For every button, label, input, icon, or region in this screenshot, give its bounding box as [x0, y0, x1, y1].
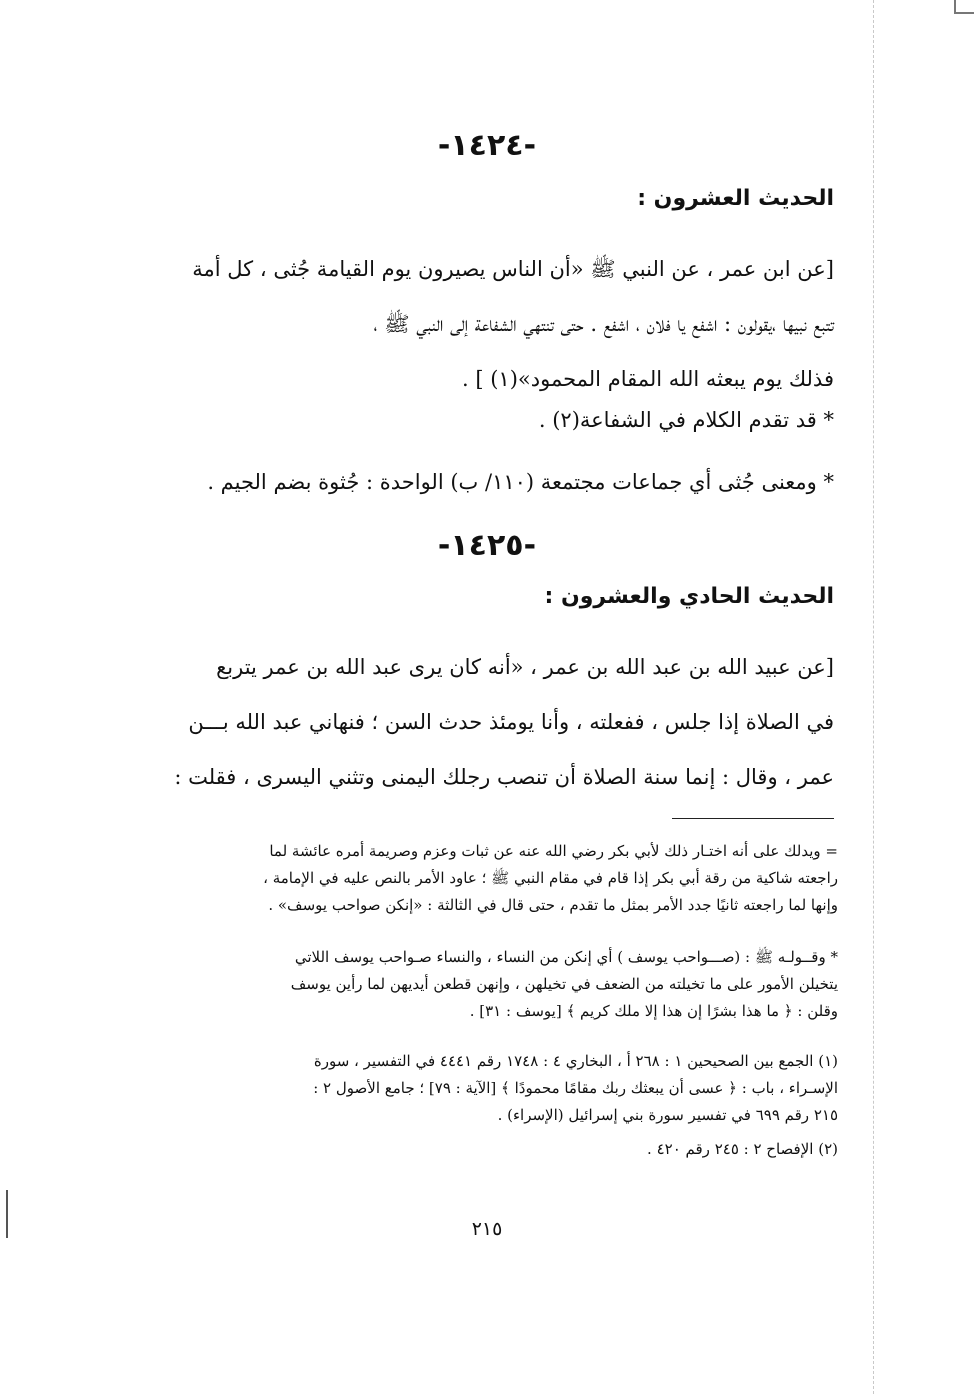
body-line: [عن ابن عمر ، عن النبي ﷺ «أن الناس يصيرون يوم القيامة جُثى ، كل أمة [192, 257, 834, 281]
footnote-line: الإسـراء ، باب : ﴿ عسى أن يبعثك ربك مقامًا محمودًا ﴾ [الآية : ٧٩] ؛ جامع الأصول ٢ : [313, 1079, 838, 1097]
body-line: تتبع نبيها ،يقولون : اشفع يا فلان ، اشفع . حتى تنتهي الشفاعة إلى النبي ﷺ ، [373, 312, 834, 336]
body-line: عمر ، وقال : إنما سنة الصلاة أن تنصب رجلك اليمنى وتثني اليسرى ، فقلت : [174, 765, 834, 789]
hadith-title-1425 [118, 584, 834, 609]
body-line: في الصلاة إذا جلس ، ففعلته ، وأنا يومئذ حدث السن ؛ فنهاني عبد الله بـــن [188, 710, 834, 734]
footnote-line: (١) الجمع بين الصحيحين ١ : ٢٦٨ أ ، البخاري ٤ : ١٧٤٨ رقم ٤٤٤١ في التفسير ، سورة [313, 1052, 838, 1070]
body-line: [عن عبيد الله بن عبد الله بن عمر ، «أنه كان يرى عبد الله بن عمر يتربع [216, 655, 834, 679]
footnote-line: ٢١٥ رقم ٦٩٩ في تفسير سورة بني إسرائيل (الإسراء) . [497, 1106, 838, 1124]
footnote-line: * وقــولـه ﷺ : (صـــواحب يوسف ) أي إنكن من النساء ، والنساء صـواحب يوسف اللاتي [294, 948, 838, 966]
footnote-line: يتخيلن الأمور على ما تخيلته من الضعف في تخيلهن ، وإنهن قطعن أيديهن لما رأين يوسف [290, 975, 838, 993]
hadith-title-1424 [118, 186, 834, 211]
commentary-line: * ومعنى جُثى أي جماعات مجتمعة (١١٠/ ب) الواحدة : جُثوة بضم الجيم . [207, 470, 834, 494]
footnote-line: وإنها لما راجعته ثانيًا جدد الأمر بمثل ما تقدم ، حتى قال في الثالثة : «إنكن صواحب يوسف» . [268, 896, 838, 914]
hadith-title: الحديث الحادي والعشرون : [544, 584, 834, 609]
body-line: فذلك يوم يبعثه الله المقام المحمود»(١) ] . [462, 367, 834, 391]
footnote-line: راجعته شاكية من رقة أبي بكر إذا قام في مقام النبي ﷺ ؛ عاود الأمر بالنص عليه في الإمامة ، [263, 869, 838, 887]
footnote-2 [118, 1136, 838, 1163]
footnote-star [118, 944, 838, 1025]
footnote-line: = ويدلك على أنه اختـار ذلك لأبي بكر رضي الله عنه عن ثبات وعزم وصريمة أمره عائشة لما [269, 842, 838, 860]
corner-mark [954, 0, 974, 14]
footnote-continued [118, 838, 838, 919]
footnote-line: وقلن : ﴿ ما هذا بشرًا إن هذا إلا ملك كريم ﴾ [يوسف : ٣١] . [469, 1002, 838, 1020]
margin-line [873, 0, 874, 1394]
page-number: ٢١٥ [471, 1218, 503, 1240]
commentary-line: * قد تقدم الكلام في الشفاعة(٢) . [538, 408, 834, 432]
footnote-1 [118, 1048, 838, 1129]
hadith-number-1425: -١٤٢٥- [437, 528, 537, 563]
hadith-body-1424 [118, 242, 834, 407]
hadith-body-1425 [118, 640, 834, 805]
hadith-number-1424: -١٤٢٤- [437, 128, 537, 163]
hadith-title: الحديث العشرون : [637, 186, 834, 211]
footnote-line: (٢) الإفصاح ٢ : ٢٤٥ رقم ٤٢٠ . [647, 1140, 838, 1158]
footnote-separator [672, 818, 834, 819]
